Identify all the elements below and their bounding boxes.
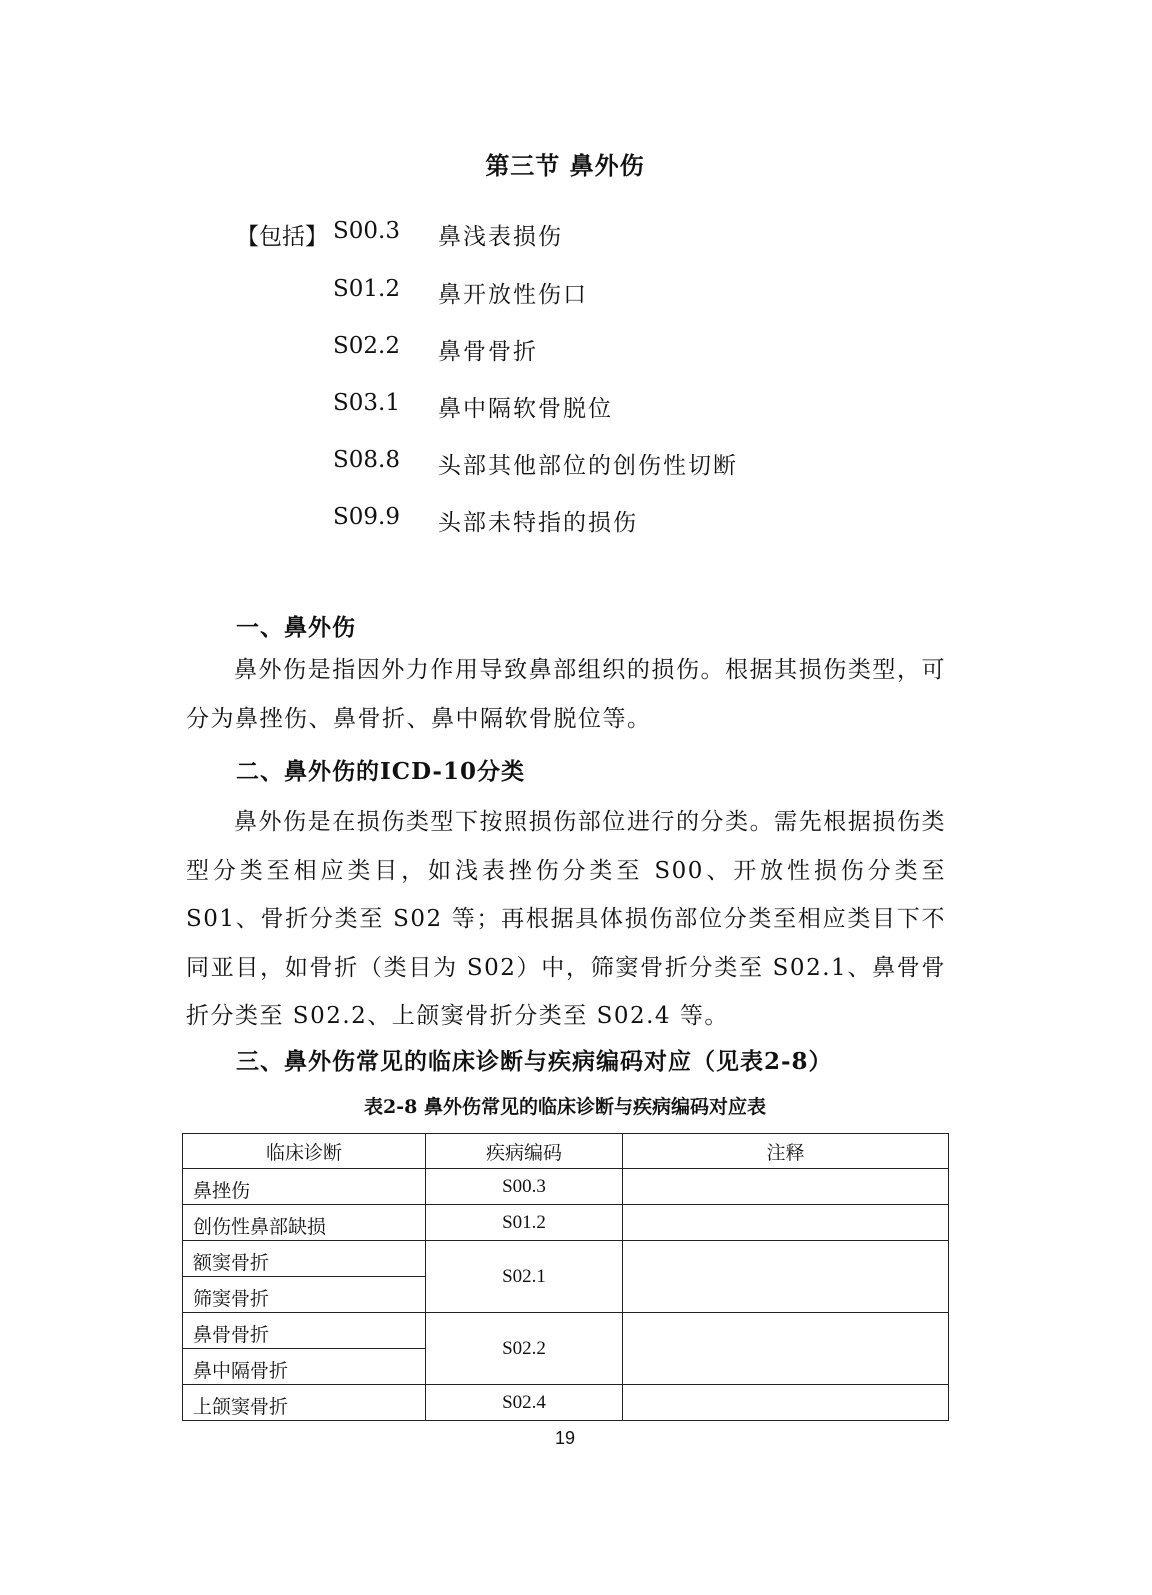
diagnosis-cell: 额窦骨折 — [183, 1241, 426, 1277]
table-row — [183, 1205, 949, 1241]
include-desc: 鼻骨骨折 — [438, 339, 538, 365]
include-code: S08.8 — [333, 447, 400, 473]
table-row — [183, 1313, 949, 1349]
note-cell — [623, 1313, 949, 1385]
includes-label: 【包括】 — [236, 224, 328, 250]
note-cell — [623, 1385, 949, 1421]
section-title: 第三节 鼻外伤 — [485, 151, 645, 180]
code-cell: S01.2 — [426, 1205, 623, 1241]
diagnosis-cell: 筛窦骨折 — [183, 1277, 426, 1313]
diagnosis-cell: 鼻中隔骨折 — [183, 1349, 426, 1385]
diagnosis-cell: 创伤性鼻部缺损 — [183, 1205, 426, 1241]
include-desc: 鼻开放性伤口 — [438, 282, 588, 308]
table-caption: 表2-8 鼻外伤常见的临床诊断与疾病编码对应表 — [364, 1096, 766, 1118]
diagnosis-cell: 上颌窦骨折 — [183, 1385, 426, 1421]
section-heading: 一、鼻外伤 — [236, 614, 356, 641]
diagnosis-cell: 鼻骨骨折 — [183, 1313, 426, 1349]
note-cell — [623, 1241, 949, 1313]
diagnosis-code-table — [182, 1133, 949, 1421]
include-code: S03.1 — [333, 390, 400, 416]
section-heading: 三、鼻外伤常见的临床诊断与疾病编码对应（见表2-8） — [236, 1048, 833, 1075]
table-header: 注释 — [623, 1134, 949, 1169]
table-header: 疾病编码 — [426, 1134, 623, 1169]
include-desc: 鼻浅表损伤 — [438, 224, 563, 250]
table-row — [183, 1169, 949, 1205]
section-paragraph: 鼻外伤是在损伤类型下按照损伤部位进行的分类。需先根据损伤类型分类至相应类目，如浅表挫伤分类至 S00、开放性损伤分类至 S01、骨折分类至 S02 等；再根据具体损伤部位分类至相应类目下不同亚目，如骨折（类目为 S02）中，筛窦骨折分类至 S02.1、鼻骨骨折分类至 S02.2、上颌窦骨折分类至 S02.4 等。 — [186, 809, 946, 1029]
table-row — [183, 1241, 949, 1277]
note-cell — [623, 1169, 949, 1205]
include-code: S09.9 — [333, 504, 400, 530]
code-cell: S02.1 — [426, 1241, 623, 1313]
include-code: S01.2 — [333, 276, 400, 302]
diagnosis-cell: 鼻挫伤 — [183, 1169, 426, 1205]
page-number: 19 — [554, 1428, 576, 1448]
table-header: 临床诊断 — [183, 1134, 426, 1169]
include-desc: 鼻中隔软骨脱位 — [438, 396, 613, 422]
include-desc: 头部其他部位的创伤性切断 — [438, 453, 738, 479]
include-code: S00.3 — [333, 218, 400, 244]
include-code: S02.2 — [333, 333, 400, 359]
section-paragraph: 鼻外伤是指因外力作用导致鼻部组织的损伤。根据其损伤类型，可分为鼻挫伤、鼻骨折、鼻中隔软骨脱位等。 — [186, 657, 946, 732]
code-cell: S02.2 — [426, 1313, 623, 1385]
table-header-row — [183, 1134, 949, 1169]
section-heading: 二、鼻外伤的ICD-10分类 — [236, 758, 525, 785]
note-cell — [623, 1205, 949, 1241]
table-row — [183, 1385, 949, 1421]
code-cell: S00.3 — [426, 1169, 623, 1205]
include-desc: 头部未特指的损伤 — [438, 510, 638, 536]
code-cell: S02.4 — [426, 1385, 623, 1421]
